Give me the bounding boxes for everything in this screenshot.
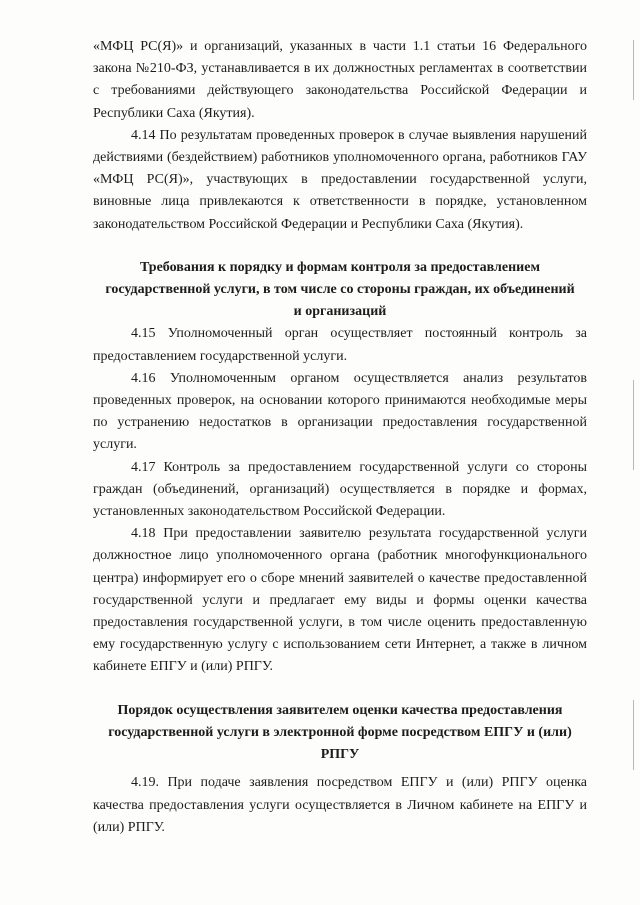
scan-artifact	[633, 700, 634, 770]
paragraph-4-18: 4.18 При предоставлении заявителю результата государственной услуги должностное лицо уполномоченного органа (работник многофункционального центра) информирует его о сборе мнений заявителей о качестве предоставленной государственной услуги и предлагает ему виды и формы оценки качества предоставления государственной услуги, в том числе оценить предоставленную ему государственную услугу с использованием сети Интернет, а также в личном кабинете ЕПГУ и (или) РПГУ.	[93, 526, 587, 675]
section-heading-control: Требования к порядку и формам контроля за предоставлением государственной услуги, в том числе со стороны граждан, их объединений и организаций	[105, 259, 575, 320]
scan-artifact	[633, 380, 634, 470]
paragraph-4-17: 4.17 Контроль за предоставлением государственной услуги со стороны граждан (объединений, организаций) осуществляется в порядке и формах, установленных законодательством Российской Федерации.	[93, 459, 587, 520]
document-body	[93, 36, 587, 839]
paragraph-4-16: 4.16 Уполномоченным органом осуществляется анализ результатов проведенных проверок, на основании которого принимаются необходимые меры по устранению недостатков в организации предоставления государственной услуги.	[93, 370, 587, 453]
scan-artifact	[633, 40, 634, 100]
paragraph-continuation: «МФЦ РС(Я)» и организаций, указанных в части 1.1 статьи 16 Федерального закона №210-ФЗ, устанавливается в их должностных регламентах в соответствии с требованиями действующего законодательства Российской Федерации и Республики Саха (Якутия).	[93, 39, 587, 121]
paragraph-4-19: 4.19. При подаче заявления посредством ЕПГУ и (или) РПГУ оценка качества предоставления услуги осуществляется в Личном кабинете на ЕПГУ и (или) РПГУ.	[93, 775, 587, 835]
section-heading-assessment: Порядок осуществления заявителем оценки качества предоставления государственной услуги в электронной форме посредством ЕПГУ и (или) РПГУ	[108, 702, 572, 763]
paragraph-4-14: 4.14 По результатам проведенных проверок в случае выявления нарушений действиями (бездействием) работников уполномоченного органа, работников ГАУ «МФЦ РС(Я)», участвующих в предоставлении государственной услуги, виновные лица привлекаются к ответственности в порядке, установленном законодательством Российской Федерации и Республики Саха (Якутия).	[93, 127, 587, 232]
paragraph-4-15: 4.15 Уполномоченный орган осуществляет постоянный контроль за предоставлением государственной услуги.	[93, 326, 587, 364]
